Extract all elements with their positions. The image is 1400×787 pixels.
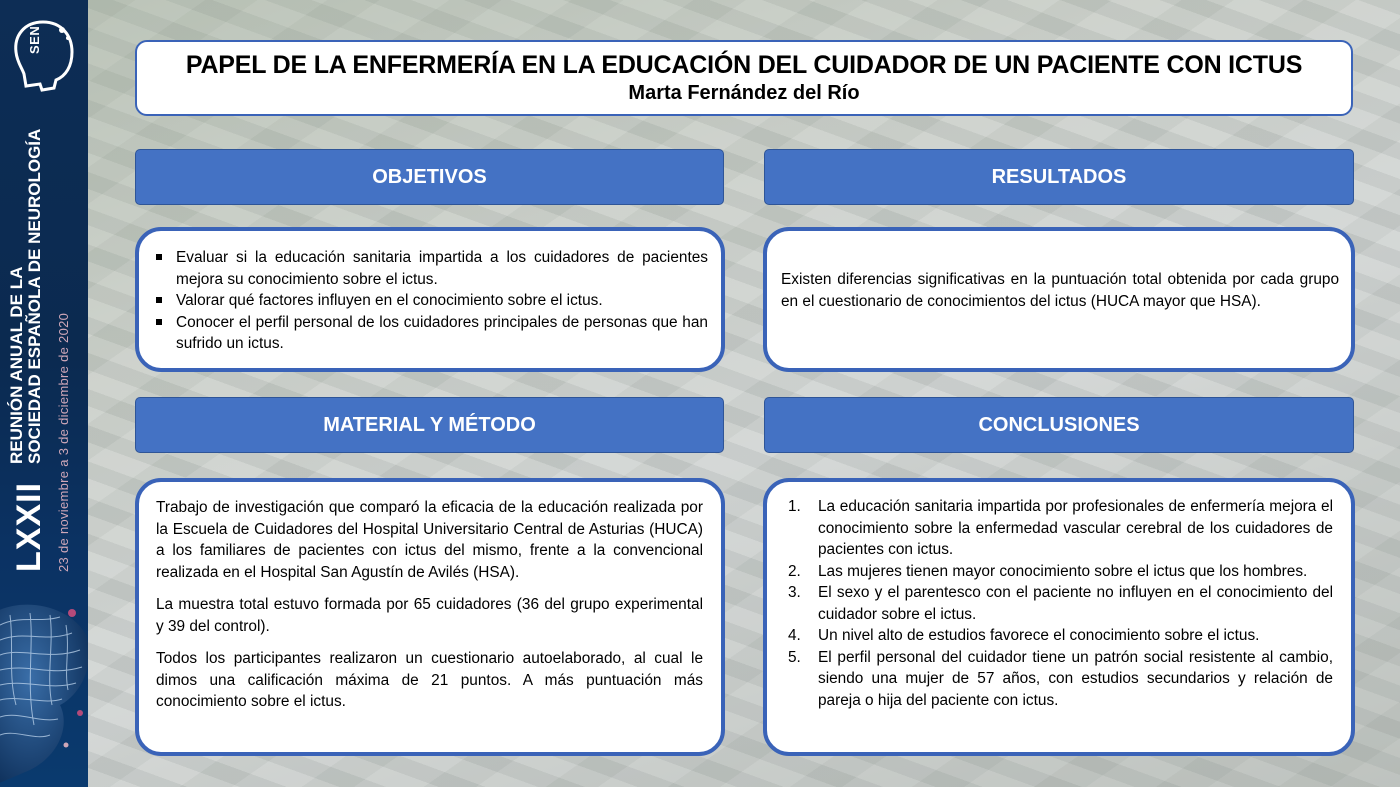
event-name-line1: REUNIÓN ANUAL DE LA bbox=[7, 266, 26, 464]
list-item bbox=[155, 247, 708, 290]
list-item-number: 1. bbox=[788, 498, 801, 515]
material-paragraph: Trabajo de investigación que comparó la eficacia de la educación realizada por la Escuela de Cuidadores del Hospital Universitario Central de Asturias (HUCA) a los familiares de pacientes con ictus del mismo, frente a la convencional realizada en el Hospital San Agustín de Avilés (HSA). bbox=[156, 499, 703, 581]
list-item-text: Conocer el perfil personal de los cuidadores principales de personas que han sufrido un ictus. bbox=[176, 313, 708, 352]
material-header: MATERIAL Y MÉTODO bbox=[135, 397, 724, 453]
resultados-header: RESULTADOS bbox=[764, 149, 1354, 205]
list-item-text: Un nivel alto de estudios favorece el conocimiento sobre el ictus. bbox=[818, 627, 1260, 644]
material-paragraph: La muestra total estuvo formada por 65 cuidadores (36 del grupo experimental y 39 del control). bbox=[156, 596, 703, 635]
list-item bbox=[785, 625, 1333, 647]
sen-logo-text: SEN bbox=[27, 25, 42, 54]
event-name-line2: SOCIEDAD ESPAÑOLA DE NEUROLOGÍA bbox=[25, 128, 44, 464]
conclusiones-list bbox=[785, 496, 1333, 711]
event-dates: 23 de noviembre a 3 de diciembre de 2020 bbox=[56, 312, 71, 572]
material-box bbox=[135, 478, 725, 756]
list-item-number: 3. bbox=[788, 584, 801, 601]
conclusiones-box bbox=[763, 478, 1355, 756]
bullet-square-icon bbox=[156, 297, 162, 303]
event-banner bbox=[4, 0, 84, 572]
list-item bbox=[785, 496, 1333, 561]
objetivos-list bbox=[155, 247, 708, 355]
list-item-number: 5. bbox=[788, 648, 801, 666]
list-item-text: El perfil personal del cuidador tiene un patrón social resistente al cambio, siendo una mujer de 57 años, con estudios secundarios y relación de pareja o hija del paciente con ictus. bbox=[818, 648, 1333, 709]
objetivos-box bbox=[135, 227, 725, 372]
event-edition: LXXII bbox=[10, 481, 48, 572]
brain-illustration-icon bbox=[0, 595, 88, 787]
resultados-box bbox=[763, 227, 1355, 372]
bullet-square-icon bbox=[156, 319, 162, 325]
list-item-text: Valorar qué factores influyen en el conocimiento sobre el ictus. bbox=[176, 292, 603, 309]
poster-author: Marta Fernández del Río bbox=[628, 82, 860, 104]
resultados-text: Existen diferencias significativas en la puntuación total obtenida por cada grupo en el cuestionario de conocimientos del ictus (HUCA mayor que HSA). bbox=[781, 271, 1339, 310]
list-item-text: Las mujeres tienen mayor conocimiento sobre el ictus que los hombres. bbox=[818, 562, 1308, 580]
list-item bbox=[155, 312, 708, 355]
list-item-number: 2. bbox=[788, 562, 801, 580]
list-item-text: La educación sanitaria impartida por profesionales de enfermería mejora el conocimiento sobre la enfermedad vascular cerebral de los cuidadores de pacientes con ictus. bbox=[818, 498, 1333, 558]
list-item-number: 4. bbox=[788, 627, 801, 644]
poster-title-box bbox=[135, 40, 1353, 116]
list-item-text: El sexo y el parentesco con el paciente no influyen en el conocimiento del cuidador sobre el ictus. bbox=[818, 584, 1333, 623]
list-item-text: Evaluar si la educación sanitaria impartida a los cuidadores de pacientes mejora su conocimiento sobre el ictus. bbox=[176, 249, 708, 288]
list-item bbox=[785, 582, 1333, 625]
list-item bbox=[155, 290, 708, 312]
poster-title: PAPEL DE LA ENFERMERÍA EN LA EDUCACIÓN DEL CUIDADOR DE UN PACIENTE CON ICTUS bbox=[185, 51, 1303, 79]
bullet-square-icon bbox=[156, 254, 162, 260]
list-item bbox=[785, 647, 1333, 712]
objetivos-header: OBJETIVOS bbox=[135, 149, 724, 205]
conclusiones-header: CONCLUSIONES bbox=[764, 397, 1354, 453]
list-item bbox=[785, 561, 1333, 583]
sidebar bbox=[0, 0, 88, 787]
material-paragraph: Todos los participantes realizaron un cuestionario autoelaborado, al cual le dimos una calificación máxima de 21 puntos. A más puntuación más conocimiento sobre el ictus. bbox=[156, 650, 703, 710]
